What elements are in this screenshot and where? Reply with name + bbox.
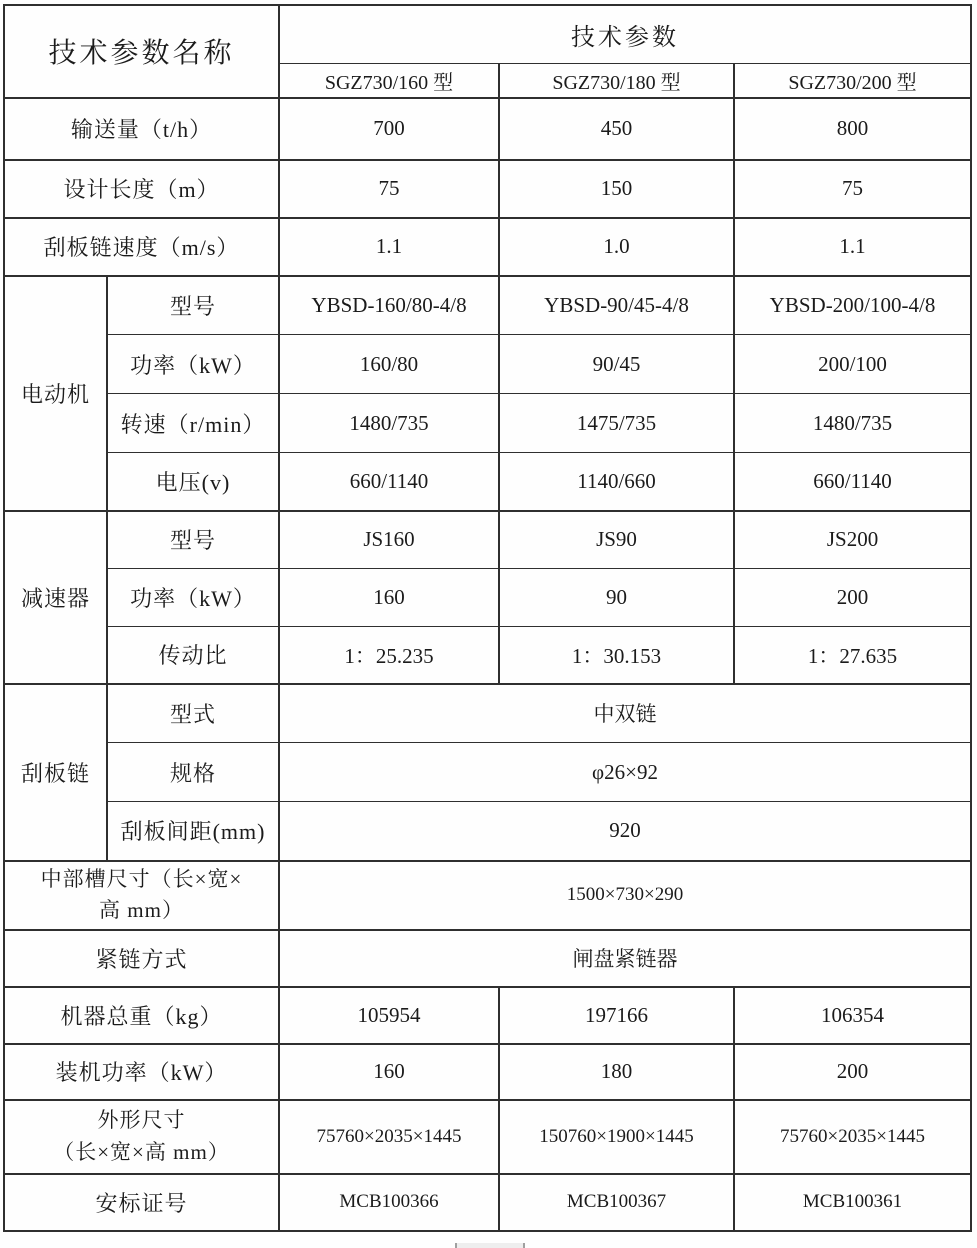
row-label: 输送量（t/h） [4,98,279,160]
value-cell: 660/1140 [734,453,971,511]
row-reducer-ratio [4,627,971,684]
value-cell: YBSD-200/100-4/8 [734,276,971,335]
value-cell: 450 [499,98,734,160]
value-cell: 180 [499,1044,734,1100]
row-label: 刮板链速度（m/s） [4,218,279,276]
row-safety-cert [4,1174,971,1231]
row-label: 机器总重（kg） [4,987,279,1044]
merged-value-cell: 闸盘紧链器 [279,930,971,987]
row-label: 转速（r/min） [107,394,279,453]
row-label [4,861,279,930]
value-cell: 75 [734,160,971,218]
value-cell: 160/80 [279,335,499,394]
row-reducer-power [4,569,971,627]
value-cell: 800 [734,98,971,160]
value-cell: 200 [734,569,971,627]
row-label: 传动比 [107,627,279,684]
value-cell: 1：30.153 [499,627,734,684]
row-overall-dimensions [4,1100,971,1174]
row-label: 型号 [107,511,279,569]
row-motor-model [4,276,971,335]
value-cell: YBSD-160/80-4/8 [279,276,499,335]
value-cell: 75 [279,160,499,218]
spec-table [3,4,972,1232]
value-cell: 1：25.235 [279,627,499,684]
partial-ui-fragment [455,1243,525,1248]
value-cell: 75760×2035×1445 [734,1100,971,1174]
row-tension-method [4,930,971,987]
row-label-line: 中部槽尺寸（长×宽× [40,866,243,891]
value-cell: MCB100367 [499,1174,734,1231]
merged-value-cell: φ26×92 [279,743,971,802]
value-cell: MCB100366 [279,1174,499,1231]
merged-value-cell: 920 [279,802,971,861]
value-cell: 200 [734,1044,971,1100]
row-label: 型号 [107,276,279,335]
value-cell: 1.1 [734,218,971,276]
row-chain-speed [4,218,971,276]
value-cell: 150760×1900×1445 [499,1100,734,1174]
value-cell: 1140/660 [499,453,734,511]
row-installed-power [4,1044,971,1100]
value-cell: 200/100 [734,335,971,394]
row-convey-capacity [4,98,971,160]
value-cell: MCB100361 [734,1174,971,1231]
row-chain-type [4,684,971,743]
value-cell: JS160 [279,511,499,569]
row-label: 功率（kW） [107,335,279,394]
row-motor-voltage [4,453,971,511]
value-cell: 106354 [734,987,971,1044]
row-label-line: （长×宽×高 mm） [53,1139,230,1164]
value-cell: 1480/735 [734,394,971,453]
value-cell: 105954 [279,987,499,1044]
value-cell: 1480/735 [279,394,499,453]
value-cell: 1：27.635 [734,627,971,684]
header-params-cell: 技术参数 [279,5,971,63]
row-label-line: 外形尺寸 [97,1108,186,1132]
row-label: 紧链方式 [4,930,279,987]
row-label: 安标证号 [4,1174,279,1231]
row-label: 规格 [107,743,279,802]
value-cell: 90/45 [499,335,734,394]
value-cell: 90 [499,569,734,627]
row-label: 电压(v) [107,453,279,511]
group-label-chain: 刮板链 [4,684,107,861]
row-reducer-model [4,511,971,569]
group-label-reducer: 减速器 [4,511,107,684]
row-label: 刮板间距(mm) [107,802,279,861]
row-motor-speed [4,394,971,453]
value-cell: 150 [499,160,734,218]
merged-value-cell: 1500×730×290 [279,861,971,930]
value-cell: 1475/735 [499,394,734,453]
header-param-name-cell: 技术参数名称 [4,5,279,98]
row-mid-trough [4,861,971,930]
row-scraper-spacing [4,802,971,861]
row-chain-spec [4,743,971,802]
row-label [4,1100,279,1174]
merged-value-cell: 中双链 [279,684,971,743]
value-cell: 700 [279,98,499,160]
value-cell: JS200 [734,511,971,569]
value-cell: 197166 [499,987,734,1044]
value-cell: 160 [279,569,499,627]
value-cell: 1.1 [279,218,499,276]
value-cell: JS90 [499,511,734,569]
value-cell: 1.0 [499,218,734,276]
header-model-cell: SGZ730/160 型 [279,63,499,98]
row-label: 设计长度（m） [4,160,279,218]
row-total-weight [4,987,971,1044]
value-cell: YBSD-90/45-4/8 [499,276,734,335]
row-motor-power [4,335,971,394]
group-label-motor: 电动机 [4,276,107,511]
row-design-length [4,160,971,218]
value-cell: 75760×2035×1445 [279,1100,499,1174]
row-label-line: 高 mm） [99,898,184,922]
header-model-cell: SGZ730/200 型 [734,63,971,98]
value-cell: 660/1140 [279,453,499,511]
value-cell: 160 [279,1044,499,1100]
header-model-cell: SGZ730/180 型 [499,63,734,98]
row-label: 功率（kW） [107,569,279,627]
row-label: 装机功率（kW） [4,1044,279,1100]
row-label: 型式 [107,684,279,743]
